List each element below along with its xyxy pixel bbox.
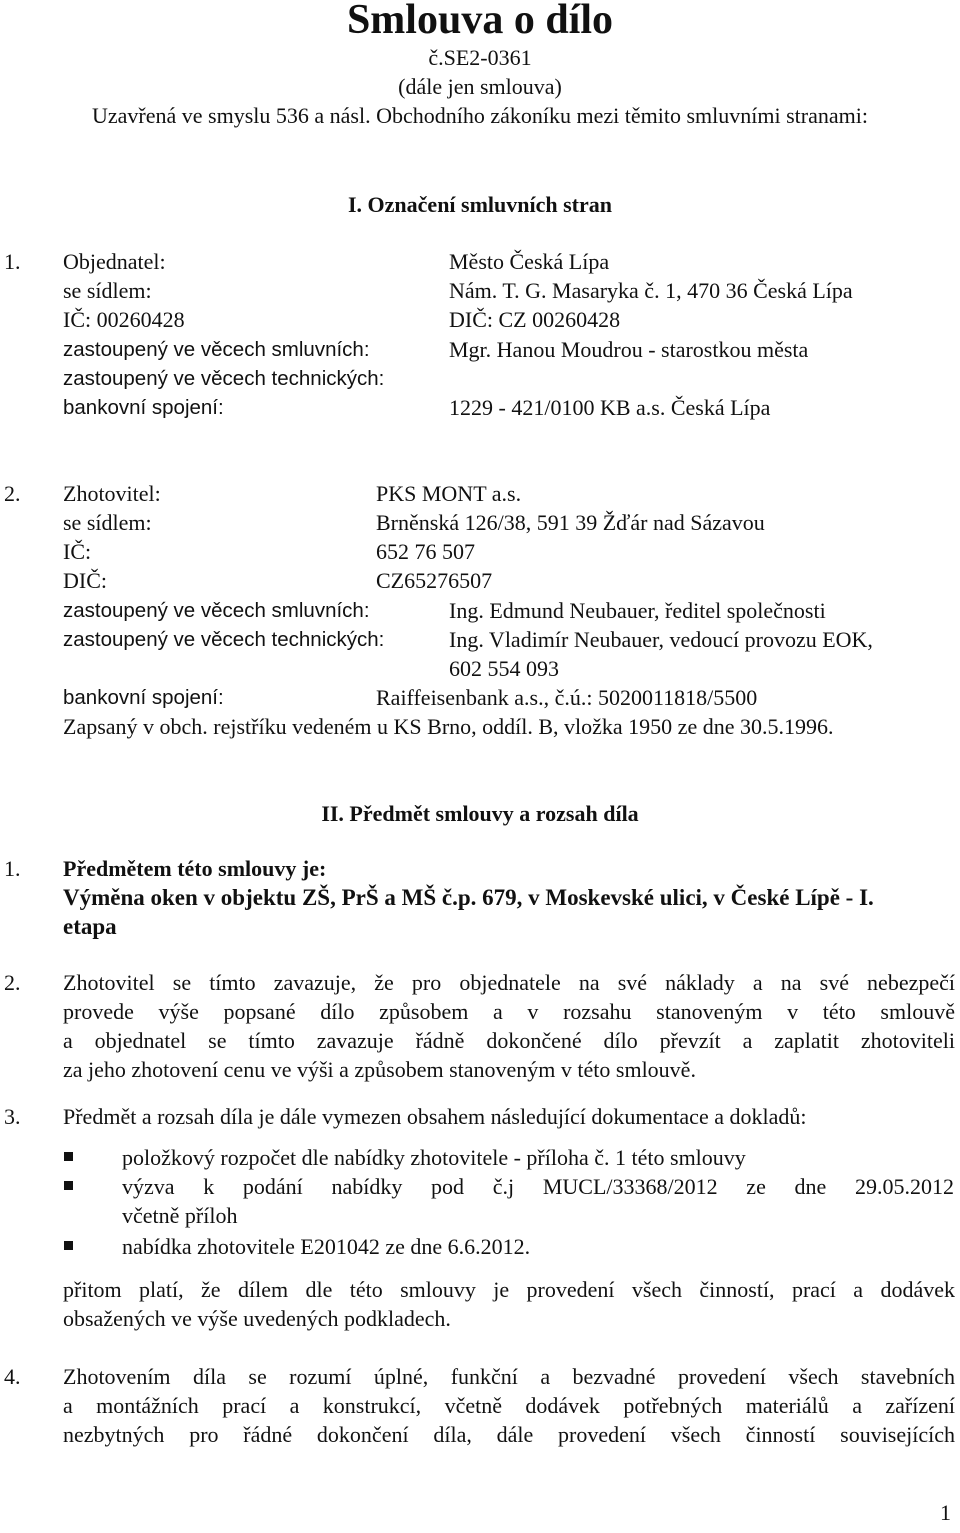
clause1-number: 1. xyxy=(4,856,21,881)
section2-heading: II. Předmět smlouvy a rozsah díla xyxy=(321,801,639,826)
party1-name: Město Česká Lípa xyxy=(449,249,610,274)
page-number: 1 xyxy=(940,1500,951,1525)
party2-name: PKS MONT a.s. xyxy=(376,481,522,506)
clause2-number: 2. xyxy=(4,970,21,995)
party1-ic: IČ: 00260428 xyxy=(63,307,185,332)
clause4-number: 4. xyxy=(4,1364,21,1389)
bullet-square-icon xyxy=(64,1152,73,1161)
party1-bank-label: bankovní spojení: xyxy=(63,396,224,419)
list-item-continuation: včetně příloh xyxy=(122,1203,238,1228)
party2-register: Zapsaný v obch. rejstříku vedeném u KS Brno, oddíl. B, vložka 1950 ze dne 30.5.1996. xyxy=(63,714,834,739)
party2-ic: 652 76 507 xyxy=(376,539,475,564)
party2-seat: Brněnská 126/38, 591 39 Žďár nad Sázavou xyxy=(376,510,765,535)
party2-label: Zhotovitel: xyxy=(63,481,161,506)
party2-rep-contract-label: zastoupený ve věcech smluvních: xyxy=(63,599,370,622)
clause2-line: za jeho zhotovení cenu ve výši a způsobem stanoveným v této smlouvě. xyxy=(63,1057,696,1082)
party2-dic-label: DIČ: xyxy=(63,568,107,593)
contract-number: č.SE2-0361 xyxy=(428,45,532,70)
clause3-text: Předmět a rozsah díla je dále vymezen obsahem následující dokumentace a dokladů: xyxy=(63,1104,807,1129)
party2-bank-label: bankovní spojení: xyxy=(63,686,224,709)
clause4-line: Zhotovením díla se rozumí úplné, funkční a bezvadné provedení všech stavebních xyxy=(63,1364,955,1389)
clause2-line: a objednatel se tímto zavazuje řádně dokončené dílo převzít a zaplatit zhotoviteli xyxy=(63,1028,955,1053)
party1-dic: DIČ: CZ 00260428 xyxy=(449,307,621,332)
list-item: nabídka zhotovitele E201042 ze dne 6.6.2012. xyxy=(122,1234,531,1259)
party2-rep-tech: Ing. Vladimír Neubauer, vedoucí provozu EOK, xyxy=(449,627,873,652)
clause1-subject-line1: Výměna oken v objektu ZŠ, PrŠ a MŠ č.p. 679, v Moskevské ulici, v České Lípě - I. xyxy=(63,885,874,910)
party2-bank: Raiffeisenbank a.s., č.ú.: 5020011818/5500 xyxy=(376,685,758,710)
party1-seat: Nám. T. G. Masaryka č. 1, 470 36 Česká Lípa xyxy=(449,278,853,303)
party2-ic-label: IČ: xyxy=(63,539,92,564)
party1-seat-label: se sídlem: xyxy=(63,278,152,303)
party2-rep-contract: Ing. Edmund Neubauer, ředitel společnosti xyxy=(449,598,826,623)
party1-label: Objednatel: xyxy=(63,249,166,274)
bullet-square-icon xyxy=(64,1241,73,1250)
document-title: Smlouva o dílo xyxy=(346,0,614,43)
party1-number: 1. xyxy=(4,249,21,274)
clause1-label: Předmětem této smlouvy je: xyxy=(63,856,327,881)
party1-bank: 1229 - 421/0100 KB a.s. Česká Lípa xyxy=(449,395,771,420)
list-item: položkový rozpočet dle nabídky zhotovitele - příloha č. 1 této smlouvy xyxy=(122,1145,746,1170)
clause1-subject-line2: etapa xyxy=(63,914,117,939)
clause2-line: provede výše popsané dílo způsobem a v rozsahu stanoveným v této smlouvě xyxy=(63,999,955,1024)
party2-rep-tech-phone: 602 554 093 xyxy=(449,656,559,681)
clause4-line: nezbytných pro řádné dokončení díla, dále provedení všech činností souvisejících xyxy=(63,1422,955,1447)
clause3-after-line: obsažených ve výše uvedených podkladech. xyxy=(63,1306,451,1331)
intro-line: Uzavřená ve smyslu 536 a násl. Obchodního zákoníku mezi těmito smluvními stranami: xyxy=(92,103,868,128)
clause4-line: a montážních prací a konstrukcí, včetně dodávek potřebných materiálů a zařízení xyxy=(63,1393,955,1418)
clause2-line: Zhotovitel se tímto zavazuje, že pro objednatele na své náklady a na své nebezpečí xyxy=(63,970,955,995)
party2-number: 2. xyxy=(4,481,21,506)
party1-rep-contract-label: zastoupený ve věcech smluvních: xyxy=(63,338,370,361)
party1-rep-contract: Mgr. Hanou Moudrou - starostkou města xyxy=(449,337,809,362)
party2-dic: CZ65276507 xyxy=(376,568,493,593)
party2-seat-label: se sídlem: xyxy=(63,510,152,535)
party1-rep-tech-label: zastoupený ve věcech technických: xyxy=(63,367,385,390)
party2-rep-tech-label: zastoupený ve věcech technických: xyxy=(63,628,385,651)
section1-heading: I. Označení smluvních stran xyxy=(347,192,613,217)
contract-alias: (dále jen smlouva) xyxy=(398,74,562,99)
list-item: výzva k podání nabídky pod č.j MUCL/33368/2012 ze dne 29.05.2012 xyxy=(122,1174,954,1199)
clause3-after-line: přitom platí, že dílem dle této smlouvy je provedení všech činností, prací a dodávek xyxy=(63,1277,955,1302)
clause3-number: 3. xyxy=(4,1104,21,1129)
bullet-square-icon xyxy=(64,1181,73,1190)
